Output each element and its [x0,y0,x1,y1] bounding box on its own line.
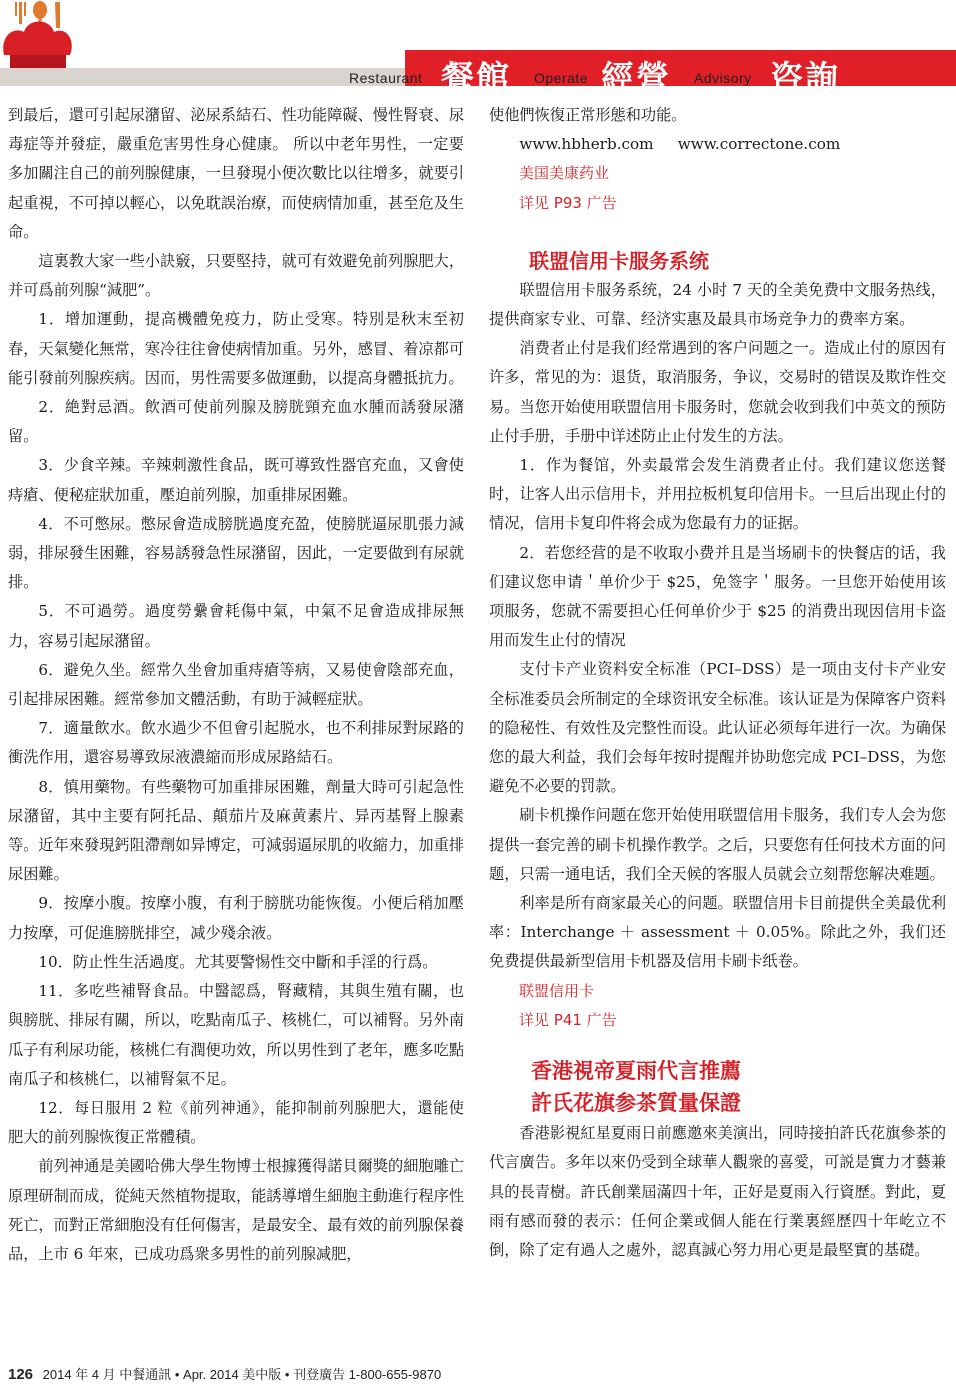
credit-paragraph: 消费者止付是我们经常遇到的客户问题之一。造成止付的原因有许多，常见的为：退货，取消服务，争议，交易时的错误及欺诈性交易。当您开始使用联盟信用卡服务时，您就会收到我们中英文的预防止付手册，手册中详述防止止付发生的方法。 [489,339,946,445]
header-word-advisory: Advisory [694,70,752,86]
left-paragraph: 5．不可過勞。過度勞纍會耗傷中氣，中氣不足會造成排尿無力，容易引起尿潴留。 [8,602,464,650]
page-number: 126 [8,1366,34,1383]
section-heading-tea-line1: 香港視帝夏雨代言推薦 [531,1059,741,1084]
header-title-cjk-2: 經營 [601,58,671,97]
left-paragraph: 4．不可憋尿。憋尿會造成膀胱過度充盈，使膀胱逼尿肌張力減弱，排尿發生困難，容易誘發急性尿潴留，因此，一定要做到有尿就排。 [8,514,464,592]
credit-paragraph: 2．若您经营的是不收取小费并且是当场刷卡的快餐店的话，我们建议您申请＇单价少于 $25，免签字＇服务。一旦您开始使用该项服务，您就不需要担心任何单价少于 $25 的消费出现因信用卡盗用而发生止付的情况 [489,543,946,650]
website-urls [489,130,946,159]
left-column [8,101,464,1269]
header-word-restaurant: Restaurant [349,70,423,86]
left-paragraph: 10．防止性生活過度。尤其要警惕性交中斷和手淫的行爲。 [38,952,438,971]
continuation-text: 使他們恢復正常形態和功能。 [489,106,687,124]
ad-ref-p41: 详见 P41 广告 [519,1010,617,1029]
ad-ref-p93: 详见 P93 广告 [519,193,617,212]
page-header [0,0,956,97]
left-paragraph: 12．每日服用 2 粒《前列神通》，能抑制前列腺肥大，還能使肥大的前列腺恢復正常體積。 [8,1098,464,1147]
section-heading-credit-card: 联盟信用卡服务系统 [529,248,709,273]
header-title-cjk-1: 餐館 [441,58,511,97]
url-correctone[interactable]: www.correctone.com [677,135,841,154]
footer-text: 2014 年 4 月 中餐通訊 • Apr. 2014 美中版 • 刊登廣告 1-800-655-9870 [42,1367,442,1382]
left-paragraph: 前列神通是美國哈佛大學生物博士根據獲得諾貝爾獎的細胞雕亡原理研制而成，從純天然植物提取，能誘導增生細胞主動進行程序性死亡，而對正常細胞没有任何傷害，是最安全、最有效的前列腺保養品，上市 6 年來，已成功爲衆多男性的前列腺减肥， [8,1157,464,1263]
tea-paragraph: 香港影視紅星夏雨日前應邀來美演出，同時接拍許氏花旗參茶的代言廣告。多年以來仍受到全球華人觀衆的喜愛，可説是實力才藝兼具的長青樹。許氏創業屆滿四十年，正好是夏雨入行資歷。對此，夏雨有感而發的表示：任何企業或個人能在行業裏經歷四十年屹立不倒，除了定有過人之處外，認真誠心努力用心更是最堅實的基礎。 [489,1124,946,1259]
left-paragraph: 2．絶對忌酒。飲酒可使前列腺及膀胱頸充血水腫而誘發尿潴留。 [8,398,464,446]
credit-paragraph: 联盟信用卡服务系统，24 小时 7 天的全美免费中文服务热线，提供商家专业、可靠、经济实惠及最具市场竞争力的费率方案。 [489,280,946,329]
url-hbherb[interactable]: www.hbherb.com [519,135,654,154]
left-paragraph: 8．慎用藥物。有些藥物可加重排尿困難，劑量大時可引起急性尿潴留，其中主要有阿托品、顛茄片及麻黄素片、异丙基腎上腺素等。近年來發現鈣阻滯劑如异博定，可減弱逼尿肌的收縮力，加重排尿困難。 [8,777,464,884]
left-paragraph: 7．適量飲水。飲水過少不但會引起脱水，也不利排尿對尿路的衝洗作用，還容易導致尿液濃縮而形成尿路結石。 [8,719,464,767]
ad-company-credit-card: 联盟信用卡 [519,981,595,1000]
left-paragraph: 1．增加運動，提高機體免疫力，防止受寒。特別是秋末至初春，天氣變化無常，寒冷往往會使病情加重。另外，感冒、着凉都可能引發前列腺疾病。因而，男性需要多做運動，以提高身體抵抗力。 [8,310,464,387]
left-paragraph: 到最后，還可引起尿潴留、泌尿系結石、性功能障礙、慢性腎衰、尿毒症等并發症，嚴重危害男性身心健康。 所以中老年男性，一定要多加關注自己的前列腺健康，一旦發現小便次數比以往增多，就要引起重視，不可掉以輕心，以免耽誤治療，而使病情加重，甚至危及生命。 [8,106,464,241]
left-paragraph: 3．少食辛辣。辛辣刺激性食品，既可導致性器官充血，又會使痔瘡、便秘症狀加重，壓迫前列腺，加重排尿困難。 [8,456,464,504]
left-paragraph: 9．按摩小腹。按摩小腹，有利于膀胱功能恢復。小便后稍加壓力按摩，可促進膀胱排空，减少殘余液。 [8,894,464,942]
left-paragraph: 這裏教大家一些小訣竅，只要堅持，就可有效避免前列腺肥大，并可爲前列腺“減肥”。 [8,252,464,300]
credit-paragraph: 1．作为餐馆，外卖最常会发生消费者止付。我们建议您送餐时，让客人出示信用卡，并用拉板机复印信用卡。一旦后出现止付的情况，信用卡复印件将会成为您最有力的证据。 [489,456,946,533]
page-footer [8,1364,948,1384]
header-word-operate: Operate [534,70,589,86]
ad-company-meikang: 美国美康药业 [519,164,610,183]
credit-paragraph: 刷卡机操作问题在您开始使用联盟信用卡服务，我们专人会为您提供一套完善的刷卡机操作教学。之后，只要您有任何技术方面的问题，只需一通电话，我们全天候的客服人员就会立刻帮您解决难题。 [489,806,946,883]
credit-paragraph: 支付卡产业资料安全标准（PCI–DSS）是一项由支付卡产业安全标准委员会所制定的全球资讯安全标准。该认证是为保障客户资料的隐秘性、有效性及完整性而设。此认证必须每年进行一次。为确保您的最大利益，我们会每年按时提醒并协助您完成 PCI–DSS，为您避免不必要的罚款。 [489,660,946,796]
left-paragraph: 6．避免久坐。經常久坐會加重痔瘡等病，又易使會陰部充血，引起排尿困難。經常參加文體活動，有助于減輕症狀。 [8,660,464,709]
header-title-cjk-3: 咨詢 [770,58,840,97]
right-column [489,101,946,1265]
section-heading-tea-line2: 許氏花旗参茶質量保證 [531,1091,741,1116]
left-paragraph: 11．多吃些補腎食品。中醫認爲，腎藏精，其與生殖有關，也與膀胱、排尿有關，所以，吃點南瓜子、核桃仁，可以補腎。另外南瓜子有利尿功能，核桃仁有潤便功效，所以男性到了老年，應多吃點南瓜子和核桃仁，以補腎氣不足。 [8,982,464,1088]
credit-paragraph: 利率是所有商家最关心的问题。联盟信用卡目前提供全美最优利率：Interchange ＋ assessment ＋ 0.05%。除此之外，我们还免费提供最新型信用卡机器及信用卡刷卡纸卷。 [489,894,946,971]
